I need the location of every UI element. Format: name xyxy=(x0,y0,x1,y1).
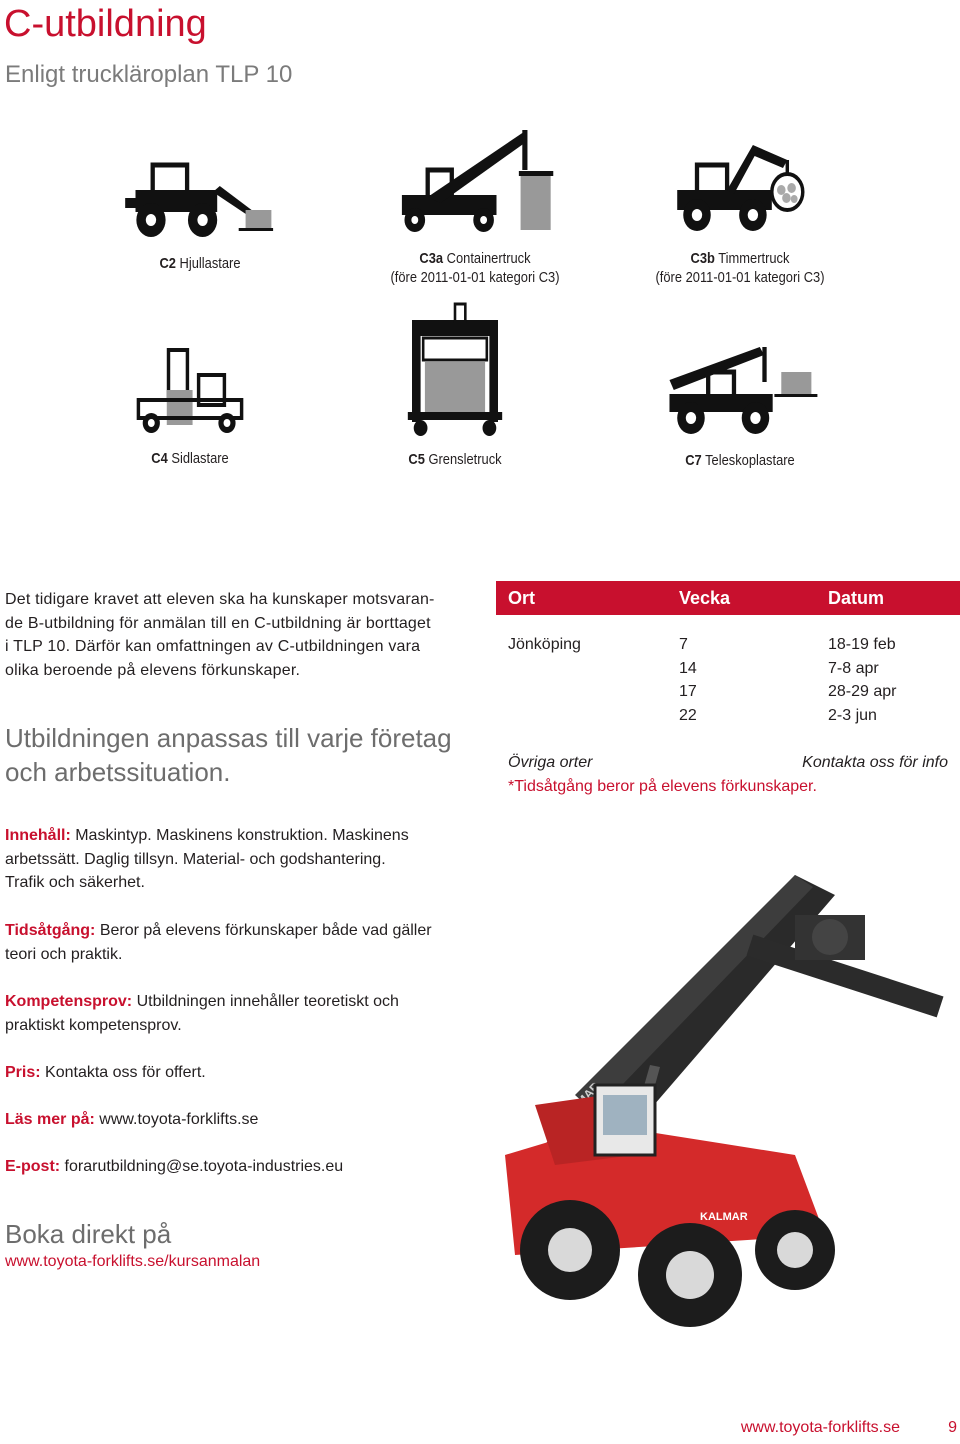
vehicle-name: Grensletruck xyxy=(428,451,502,468)
cell-datum: 28-29 apr xyxy=(828,683,897,701)
cell-vecka: 22 xyxy=(679,707,697,725)
info-label: E-post: xyxy=(5,1158,61,1175)
vehicle-code: C3a xyxy=(419,250,444,267)
intro-line: olika beroende på elevens förkunskaper. xyxy=(5,662,301,680)
wheel-loader-icon xyxy=(118,150,281,240)
timber-truck-icon xyxy=(667,140,813,235)
schedule-table xyxy=(496,581,960,799)
straddle-carrier-icon xyxy=(408,302,503,438)
table-row xyxy=(496,704,960,728)
intro-paragraph xyxy=(5,588,465,683)
info-text: Beror på elevens förkunskaper både vad gäller xyxy=(95,922,432,939)
email-link[interactable]: forarutbildning@se.toyota-industries.eu xyxy=(60,1158,344,1175)
schedule-footnote xyxy=(496,775,960,799)
info-text: praktiskt kompetensprov. xyxy=(5,1016,182,1034)
table-row xyxy=(496,680,960,704)
other-locations-row xyxy=(496,751,960,775)
cell-datum: 7-8 apr xyxy=(828,659,879,677)
cell-ort: Jönköping xyxy=(508,636,581,653)
header-vecka: Vecka xyxy=(679,588,731,608)
vehicle-name: Sidlastare xyxy=(171,450,229,467)
telehandler-icon xyxy=(660,342,819,437)
vehicle-c2 xyxy=(105,150,294,273)
info-label: Tidsåtgång: xyxy=(5,922,96,939)
cell-vecka: 7 xyxy=(679,636,688,653)
booking-heading: Boka direkt på xyxy=(5,1219,172,1249)
vehicle-name: Containertruck xyxy=(446,250,531,267)
vehicle-name: Teleskoplastare xyxy=(705,452,795,469)
footer-website[interactable]: www.toyota-forklifts.se xyxy=(740,1419,900,1436)
highlight-line: och arbetssituation. xyxy=(5,757,231,787)
side-loader-icon xyxy=(134,345,246,437)
vehicle-note: (före 2011-01-01 kategori C3) xyxy=(655,269,825,286)
info-kompetensprov xyxy=(5,990,475,1037)
booking-link[interactable]: www.toyota-forklifts.se/kursanmalan xyxy=(5,1253,261,1270)
page-title: C-utbildning xyxy=(4,3,207,45)
info-text: teori och praktik. xyxy=(5,945,123,963)
page-number: 9 xyxy=(948,1419,957,1436)
info-pris xyxy=(5,1061,475,1085)
cell-datum: 2-3 jun xyxy=(828,707,877,725)
vehicle-code: C4 xyxy=(151,450,168,467)
vehicle-c4 xyxy=(104,345,276,468)
info-label: Läs mer på: xyxy=(5,1111,95,1128)
info-las-mer xyxy=(5,1108,475,1132)
website-link[interactable]: www.toyota-forklifts.se xyxy=(94,1111,259,1128)
vehicle-c7 xyxy=(641,342,839,470)
intro-line: de B-utbildning för anmälan till en C-utbildning är borttaget xyxy=(5,614,431,632)
footnote-text: *Tidsåtgång beror på elevens förkunskaper. xyxy=(508,778,817,796)
page-subtitle: Enligt truckläroplan TLP 10 xyxy=(5,61,293,88)
info-label: Innehåll: xyxy=(5,827,71,844)
cell-vecka: 17 xyxy=(679,683,697,701)
table-row xyxy=(496,657,960,681)
reach-stacker-image xyxy=(495,855,955,1330)
table-row xyxy=(496,633,960,657)
info-text: Utbildningen innehåller teoretiskt och xyxy=(132,993,399,1010)
vehicle-code: C3b xyxy=(690,250,715,267)
vehicle-c3b xyxy=(641,140,839,287)
other-locations-label: Övriga orter xyxy=(508,754,593,772)
highlight-line: Utbildningen anpassas till varje företag xyxy=(5,723,452,753)
body-logo-text: KALMAR xyxy=(700,1211,748,1223)
cell-vecka: 14 xyxy=(679,659,697,677)
info-label: Pris: xyxy=(5,1064,41,1081)
vehicle-c5 xyxy=(369,302,541,469)
schedule-header xyxy=(496,581,960,615)
info-label: Kompetensprov: xyxy=(5,993,133,1010)
vehicle-code: C2 xyxy=(159,255,176,272)
vehicle-note: (före 2011-01-01 kategori C3) xyxy=(390,269,560,286)
highlight-text xyxy=(5,721,475,789)
vehicle-c3a xyxy=(376,125,574,287)
vehicle-code: C7 xyxy=(685,452,702,469)
vehicle-name: Timmertruck xyxy=(718,250,790,267)
vehicle-name: Hjullastare xyxy=(179,255,241,272)
intro-line: Det tidigare kravet att eleven ska ha kunskaper motsvaran- xyxy=(5,591,435,608)
info-epost xyxy=(5,1155,475,1179)
info-innehall xyxy=(5,824,475,895)
info-text: Maskintyp. Maskinens konstruktion. Maskinens xyxy=(70,827,409,844)
info-tidsatgang xyxy=(5,919,475,966)
vehicle-code: C5 xyxy=(408,451,425,468)
container-truck-icon xyxy=(393,125,556,235)
header-datum: Datum xyxy=(828,588,885,608)
info-text: Trafik och säkerhet. xyxy=(5,874,145,892)
info-text: Kontakta oss för offert. xyxy=(40,1064,206,1081)
info-text: arbetssätt. Daglig tillsyn. Material- och godshantering. xyxy=(5,850,386,868)
other-locations-value: Kontakta oss för info xyxy=(802,754,948,772)
intro-line: i TLP 10. Därför kan omfattningen av C-utbildningen vara xyxy=(5,638,421,656)
cell-datum: 18-19 feb xyxy=(828,636,896,653)
header-ort: Ort xyxy=(508,588,535,608)
